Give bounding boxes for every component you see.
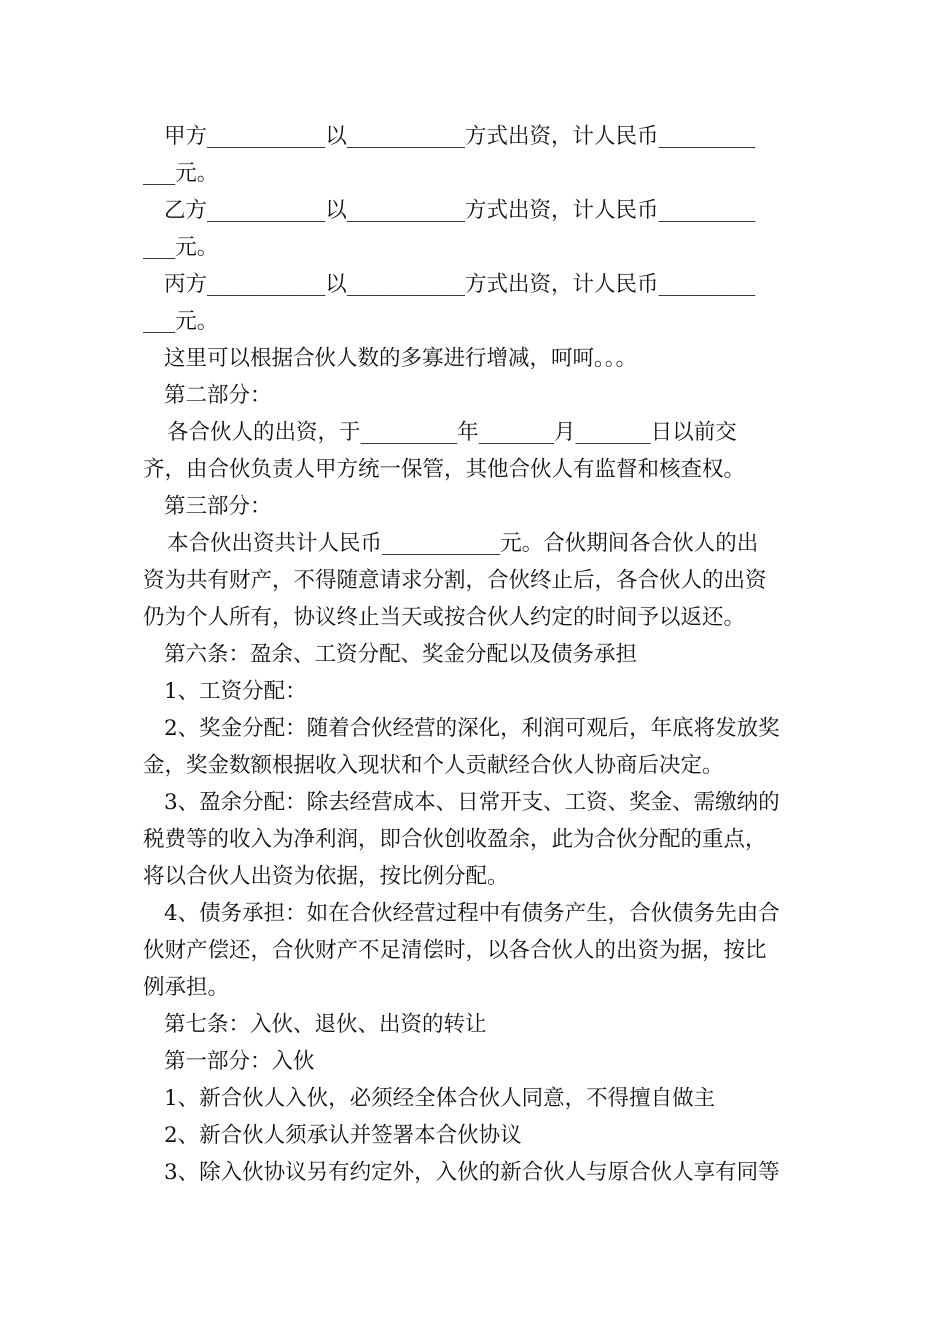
contribution-line-party-a-end: ___元。 (143, 161, 219, 186)
list-item: 1、工资分配： (164, 679, 307, 704)
paragraph-line: 仍为个人所有，协议终止当天或按合伙人约定的时间予以返还。 (143, 605, 746, 630)
paragraph-line: 税费等的收入为净利润，即合伙创收盈余，此为合伙分配的重点， (143, 827, 767, 852)
paragraph-line: 资为共有财产，不得随意请求分割，合伙终止后，各合伙人的出资 (143, 568, 767, 593)
contribution-line-party-b-end: ___元。 (143, 235, 219, 260)
list-item: 3、除入伙协议另有约定外，入伙的新合伙人与原合伙人享有同等 (164, 1160, 780, 1185)
list-item: 1、新合伙人入伙，必须经全体合伙人同意，不得擅自做主 (164, 1086, 716, 1111)
document-page (143, 118, 808, 1191)
contribution-line-party-c: 丙方___________以___________方式出资，计人民币_________ (164, 272, 756, 297)
list-item: 2、新合伙人须承认并签署本合伙协议 (164, 1123, 522, 1148)
paragraph-line: 本合伙出资共计人民币___________元。合伙期间各合伙人的出 (167, 531, 759, 556)
contribution-line-party-a: 甲方___________以___________方式出资，计人民币_________ (164, 124, 756, 149)
contribution-line-party-c-end: ___元。 (143, 309, 219, 334)
paragraph-line: 金，奖金数额根据收入现状和个人贡献经合伙人协商后决定。 (143, 753, 724, 778)
paragraph-line: 将以合伙人出资为依据，按比例分配。 (143, 864, 509, 889)
paragraph-line: 齐，由合伙负责人甲方统一保管，其他合伙人有监督和核查权。 (143, 457, 746, 482)
article-heading: 第六条：盈余、工资分配、奖金分配以及债务承担 (164, 642, 638, 667)
paragraph-line: 各合伙人的出资，于_________年_______月_______日以前交 (167, 420, 737, 445)
list-item: 3、盈余分配：除去经营成本、日常开支、工资、奖金、需缴纳的 (164, 790, 780, 815)
paragraph-line: 例承担。 (143, 975, 230, 1000)
section-heading: 第二部分： (164, 383, 272, 408)
contribution-line-party-b: 乙方___________以___________方式出资，计人民币_________ (164, 198, 756, 223)
list-item: 2、奖金分配：随着合伙经营的深化，利润可观后，年底将发放奖 (164, 716, 780, 741)
note-paragraph: 这里可以根据合伙人数的多寡进行增减，呵呵。。。 (164, 346, 638, 371)
article-heading: 第七条：入伙、退伙、出资的转让 (164, 1012, 487, 1037)
list-item: 4、债务承担：如在合伙经营过程中有债务产生，合伙债务先由合 (164, 901, 780, 926)
section-heading: 第一部分：入伙 (164, 1049, 315, 1074)
paragraph-line: 伙财产偿还，合伙财产不足清偿时，以各合伙人的出资为据，按比 (143, 938, 767, 963)
section-heading: 第三部分： (164, 494, 272, 519)
